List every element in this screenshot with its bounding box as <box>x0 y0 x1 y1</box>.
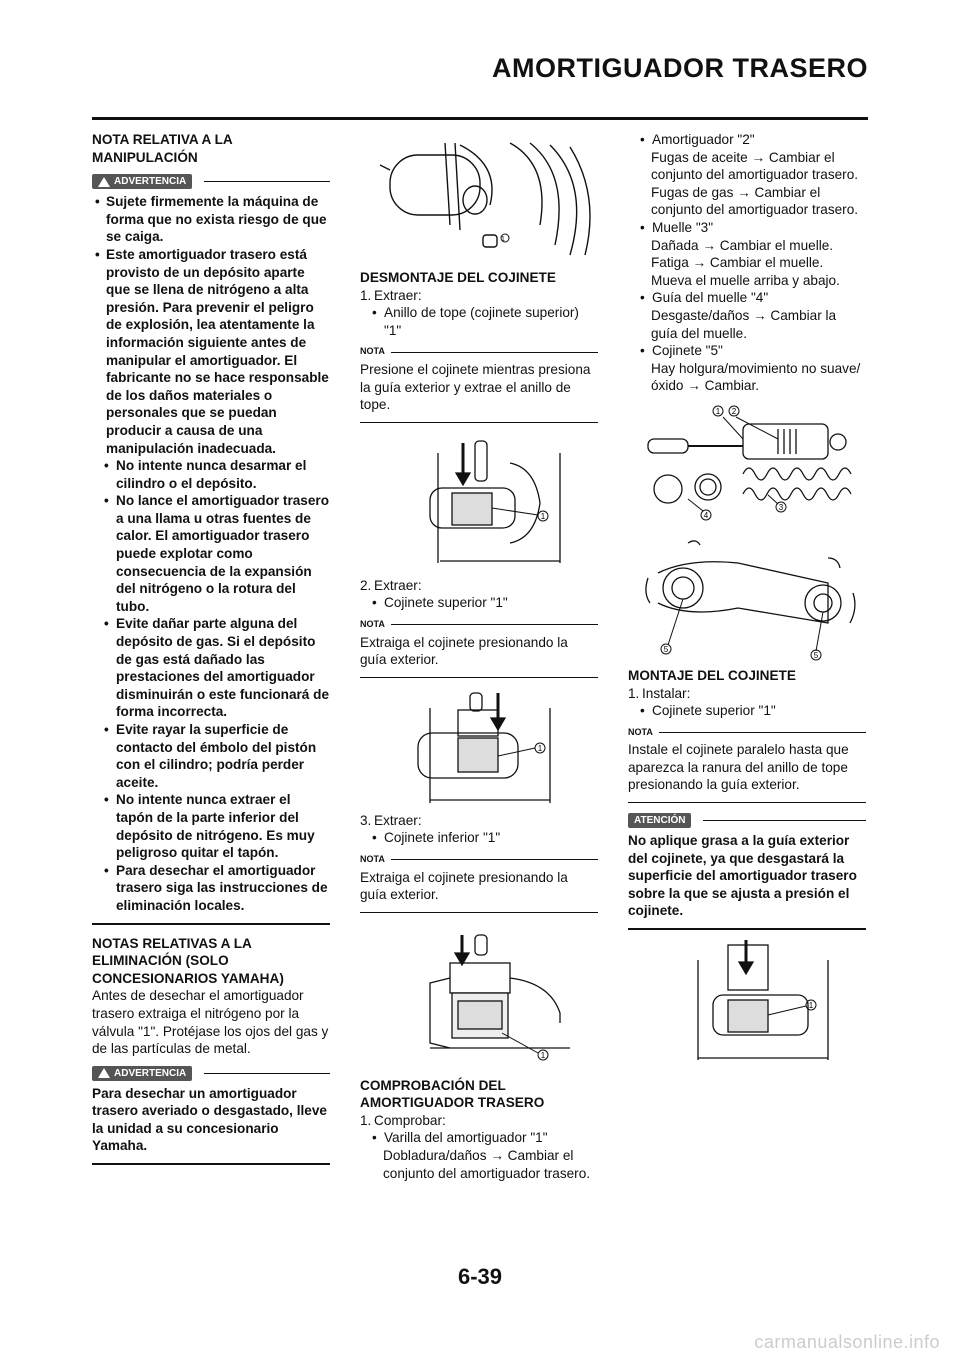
warning-subitem: • Evite dañar parte alguna del depósito de gas. Si el depósito de gas está dañado las prestaciones del amortiguador disminuirán o este funcionará de forma incorrecta. <box>92 615 330 721</box>
warning-subitem: • No intente nunca desarmar el cilindro o el depósito. <box>92 457 330 492</box>
check-item-detail: Fugas de gas → Cambiar el conjunto del amortiguador trasero. <box>651 184 859 218</box>
page-title: AMORTIGUADOR TRASERO <box>492 53 868 83</box>
check-item-title: • Cojinete "5" <box>628 342 866 360</box>
bearing-removal-figure-1 <box>360 433 598 573</box>
nota-label: NOTA <box>628 724 866 742</box>
warning-item: • Este amortiguador trasero está provisto de un depósito aparte que se llena de nitrógeno a alta presión. Para prevenir el peligro de explosión, lea atentamente la información siguiente antes de manipular el amortiguador. El fabricante no se hace responsable de los daños materiales o personales que se puedan producir a causa de una manipulación inadecuada. <box>92 246 330 457</box>
check-item-detail: Fatiga → Cambiar el muelle. <box>651 255 824 271</box>
heading-montaje: MONTAJE DEL COJINETE <box>628 667 796 683</box>
nota-label: NOTA <box>360 343 598 361</box>
column-3: • Amortiguador "2" Fugas de aceite → Cambiar el conjunto del amortiguador trasero. Fugas de gas → Cambiar el conjunto del amortiguador trasero. • Muelle "3" Dañada → Cambiar el muelle. Fatiga → Cambiar el muelle. Mueva el muelle arriba y abajo. • Guía del muelle "4" Desgaste/daños → Cambiar la guía del muelle. • Cojinete "5" Hay holgura/movimiento no suave/óxido → Cambiar. 1 2 4 3 5 5 MONTAJE DEL COJINETE 1. Instalar: • Cojinete superior "1" NOTA Instale el cojinete paralelo hasta que aparezca la ranura del anillo de tope presionando la guía exterior. ATENCIÓN No aplique grasa a la guía exterior del cojinete, ya que desgastará la superficie del amortiguador trasero sobre la que se ajusta a presión el cojinete. 1 <box>628 131 866 1069</box>
shock-absorber-valve-figure <box>360 135 598 265</box>
step-detail: Dobladura/daños → Cambiar el conjunto del amortiguador trasero. <box>383 1148 591 1181</box>
warning-label <box>92 174 330 189</box>
callout-1: 1 <box>808 1001 814 1011</box>
header-rule <box>92 117 868 120</box>
callout-2: 2 <box>731 406 737 416</box>
callout-5: 5 <box>663 644 669 654</box>
bearing-removal-figure-3 <box>360 923 598 1073</box>
heading-comprobacion: COMPROBACIÓN DEL AMORTIGUADOR TRASERO <box>360 1077 545 1111</box>
check-item-detail: Desgaste/daños → Cambiar la guía del muelle. <box>651 307 837 341</box>
step-item: • Cojinete superior "1" <box>628 702 866 720</box>
column-2: 1 DESMONTAJE DEL COJINETE 1. Extraer: • Anillo de tope (cojinete superior) "1" NOTA Presione el cojinete mientras presiona la guía exterior y extrae el anillo de tope. 1 2. Extraer: • Cojinete superior "1" NOTA Extraiga el cojinete presionando la guía exterior. 1 3. Extraer: • Cojinete inferior "1" NOTA Extraiga el cojinete presionando la guía exterior. 1 COMPROBACIÓN DEL AMORTIGUADOR TRASERO 1. Comprobar: • Varilla del amortiguador "1" Dobladura/daños → Cambiar el conjunto del amortiguador trasero. <box>360 131 598 1182</box>
nota-text: Presione el cojinete mientras presiona la guía exterior y extrae el anillo de tope. <box>360 361 591 413</box>
shock-components-figure <box>628 399 866 529</box>
check-item-detail: Fugas de aceite → Cambiar el conjunto del amortiguador trasero. <box>651 149 859 183</box>
check-item-detail: Hay holgura/movimiento no suave/óxido → Cambiar. <box>651 360 861 394</box>
paragraph-eliminacion: Antes de desechar el amortiguador trasero extraiga el nitrógeno por la válvula "1". Protéjase los ojos del gas y de las partículas de metal. <box>92 988 329 1057</box>
nota-label: NOTA <box>360 616 598 634</box>
nota-text: Extraiga el cojinete presionando la guía exterior. <box>360 634 568 668</box>
check-item-title: • Amortiguador "2" <box>628 131 866 149</box>
heading-eliminacion: NOTAS RELATIVAS A LA ELIMINACIÓN (SOLO CONCESIONARIOS YAMAHA) <box>92 935 284 986</box>
bearing-check-figure <box>628 533 866 663</box>
warning-badge: ADVERTENCIA <box>92 174 192 189</box>
warning-subitem: • Evite rayar la superficie de contacto del émbolo del pistón con el cilindro; podría perder aceite. <box>92 721 330 791</box>
page-number: 6-39 <box>457 1264 503 1289</box>
check-item-title: • Guía del muelle "4" <box>628 289 866 307</box>
bearing-removal-figure-2 <box>360 688 598 808</box>
watermark: carmanualsonline.info <box>754 1332 940 1352</box>
caution-label <box>628 813 866 828</box>
warning-text: Para desechar un amortiguador trasero averiado o desgastado, lleve la unidad a su concesionario Yamaha. <box>92 1085 327 1154</box>
callout-1: 1 <box>715 406 721 416</box>
warning-triangle-icon <box>98 177 110 187</box>
callout-4: 4 <box>703 510 709 520</box>
callout-1: 1 <box>537 743 543 753</box>
warning-subitem: • No intente nunca extraer el tapón de la parte inferior del depósito de nitrógeno. Es muy peligroso quitar el tapón. <box>92 791 330 861</box>
check-item-detail: Dañada → Cambiar el muelle. <box>651 237 834 253</box>
column-1 <box>92 131 330 1175</box>
warning-item: • Sujete firmemente la máquina de forma que no exista riesgo de que se caiga. <box>92 193 330 246</box>
step-item: • Varilla del amortiguador "1" <box>360 1129 598 1147</box>
step-item: • Anillo de tope (cojinete superior) "1" <box>360 304 598 339</box>
check-item-title: • Muelle "3" <box>628 219 866 237</box>
check-item-detail: Mueva el muelle arriba y abajo. <box>651 272 840 288</box>
nota-text: Instale el cojinete paralelo hasta que aparezca la ranura del anillo de tope presionando la guía exterior. <box>628 742 849 793</box>
nota-text: Extraiga el cojinete presionando la guía exterior. <box>360 869 568 903</box>
step-item: • Cojinete inferior "1" <box>360 829 598 847</box>
caution-text: No aplique grasa a la guía exterior del cojinete, ya que desgastará la superficie del amortiguador trasero sobre la que se ajusta a presión el cojinete. <box>628 833 857 919</box>
bearing-install-figure <box>628 940 866 1065</box>
warning-badge: ADVERTENCIA <box>92 1066 192 1081</box>
callout-1: 1 <box>540 511 546 521</box>
warning-label <box>92 1066 330 1081</box>
caution-badge: ATENCIÓN <box>628 813 691 828</box>
nota-label: NOTA <box>360 851 598 869</box>
step-item: • Cojinete superior "1" <box>360 594 598 612</box>
warning-subitem: • No lance el amortiguador trasero a una llama u otras fuentes de calor. El amortiguador trasero puede explotar como consecuencia de la expansión del nitrógeno o la rotura del tubo. <box>92 492 330 615</box>
warning-subitem: • Para desechar el amortiguador trasero siga las instrucciones de eliminación locales. <box>92 862 330 915</box>
heading-manipulacion: NOTA RELATIVA A LA MANIPULACIÓN <box>92 132 233 165</box>
heading-desmontaje: DESMONTAJE DEL COJINETE <box>360 270 556 285</box>
callout-1: 1 <box>540 1050 546 1060</box>
callout-1: 1 <box>501 236 505 243</box>
warning-triangle-icon <box>98 1068 110 1078</box>
callout-3: 3 <box>778 502 784 512</box>
callout-5: 5 <box>813 650 819 660</box>
